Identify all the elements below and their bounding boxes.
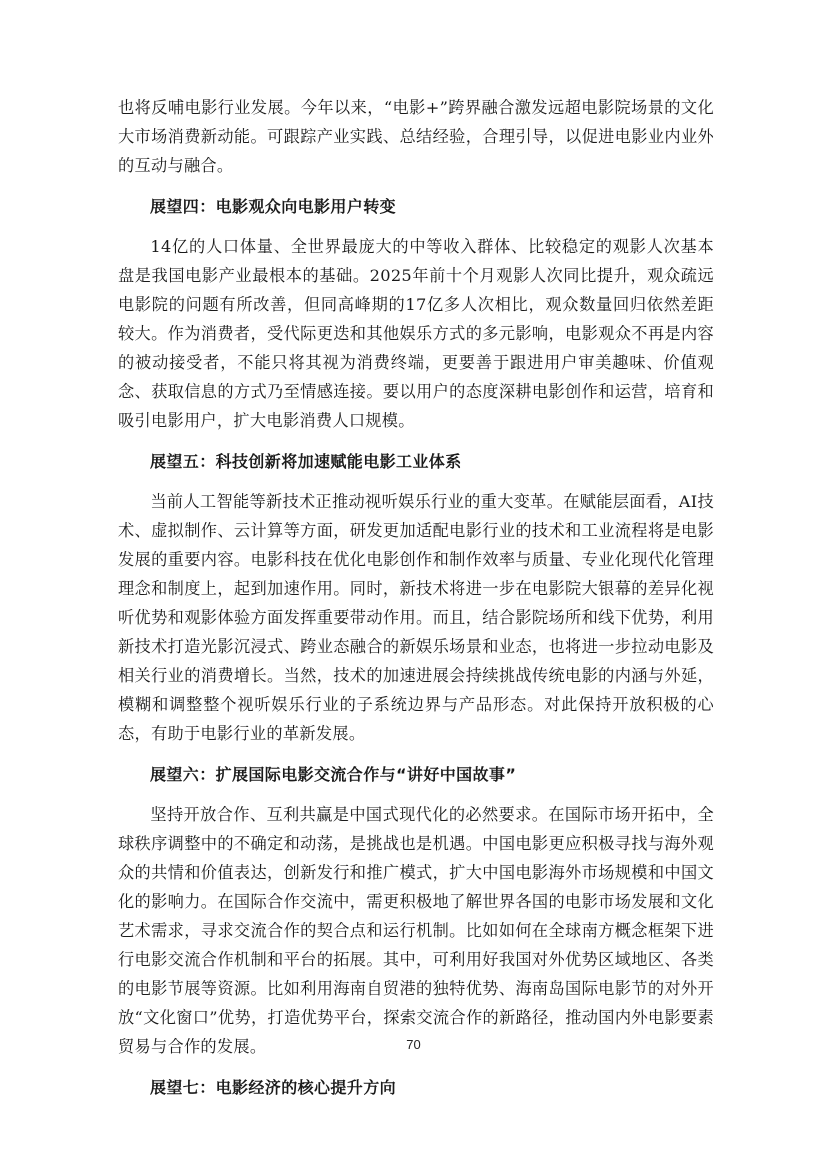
page-number: 70	[406, 1037, 421, 1052]
spacer	[118, 435, 714, 447]
paragraph-technology: 当前人工智能等新技术正推动视听娱乐行业的重大变革。在赋能层面看，AI技术、虚拟制作、云计算等方面，研发更加适配电影行业的技术和工业流程将是电影发展的重要内容。电影科技在优化电影创作和制作效率与质量、专业化现代化管理理念和制度上，起到加速作用。同时，新技术将进一步在电影院大银幕的差异化视听优势和观影体验方面发挥重要带动作用。而且，结合影院场所和线下优势，利用新技术打造光影沉浸式、跨业态融合的新娱乐场景和业态，也将进一步拉动电影及相关行业的消费增长。当然，技术的加速进展会持续挑战传统电影的内涵与外延，模糊和调整整个视听娱乐行业的子系统边界与产品形态。对此保持开放积极的心态，有助于电影行业的革新发展。	[118, 492, 714, 743]
page-body	[118, 93, 714, 1102]
section-heading-outlook-5: 展望五：科技创新将加速赋能电影工业体系	[150, 452, 462, 471]
paragraph-continuation: 也将反哺电影行业发展。今年以来，“电影+”跨界融合激发远超电影院场景的文化大市场消费新动能。可跟踪产业实践、总结经验，合理引导，以促进电影业内业外的互动与融合。	[118, 98, 714, 175]
spacer	[118, 789, 714, 800]
spacer	[118, 180, 714, 192]
spacer	[118, 748, 714, 760]
spacer	[118, 1061, 714, 1073]
paragraph-international: 坚持开放合作、互利共赢是中国式现代化的必然要求。在国际市场开拓中，全球秩序调整中的不确定和动荡，是挑战也是机遇。中国电影更应积极寻找与海外观众的共情和价值表达，创新发行和推广模式，扩大中国电影海外市场规模和中国文化的影响力。在国际合作交流中，需更积极地了解世界各国的电影市场发展和文化艺术需求，寻求交流合作的契合点和运行机制。比如如何在全球南方概念框架下进行电影交流合作机制和平台的拓展。其中，可利用好我国对外优势区域地区、各类的电影节展等资源。比如利用海南自贸港的独特优势、海南岛国际电影节的对外开放“文化窗口”优势，打造优势平台，探索交流合作的新路径，推动国内外电影要素贸易与合作的发展。	[118, 805, 714, 1056]
section-heading-outlook-4: 展望四：电影观众向电影用户转变	[150, 197, 397, 216]
section-heading-outlook-7: 展望七：电影经济的核心提升方向	[150, 1078, 397, 1097]
spacer	[118, 221, 714, 232]
section-heading-outlook-6: 展望六：扩展国际电影交流合作与“讲好中国故事”	[150, 765, 517, 784]
paragraph-audience: 14亿的人口体量、全世界最庞大的中等收入群体、比较稳定的观影人次基本盘是我国电影产业最根本的基础。2025年前十个月观影人次同比提升，观众疏远电影院的问题有所改善，但同高峰期的17亿多人次相比，观众数量回归依然差距较大。作为消费者，受代际更迭和其他娱乐方式的多元影响，电影观众不再是内容的被动接受者，不能只将其视为消费终端，更要善于跟进用户审美趣味、价值观念、获取信息的方式乃至情感连接。要以用户的态度深耕电影创作和运营，培育和吸引电影用户，扩大电影消费人口规模。	[118, 237, 714, 430]
spacer	[118, 476, 714, 487]
